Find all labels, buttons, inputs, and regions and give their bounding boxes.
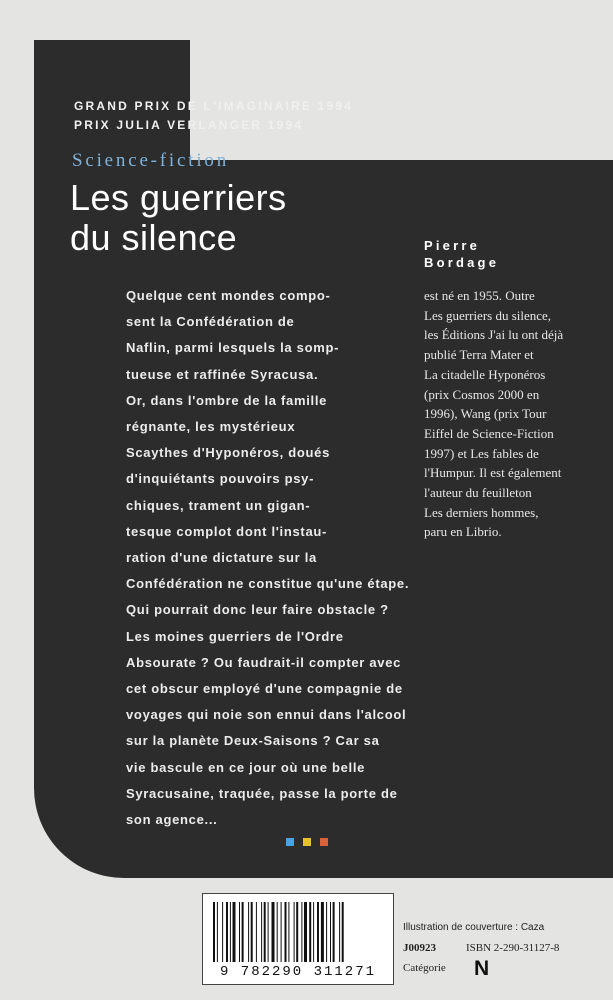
bio-line: 1997) et Les fables de [424, 445, 539, 461]
synopsis-line: régnante, les mystérieux [126, 419, 296, 434]
synopsis-line: Qui pourrait donc leur faire obstacle ? [126, 602, 389, 618]
barcode-bar [226, 902, 228, 962]
bio-line: publié Terra Mater et [424, 347, 534, 363]
barcode-bar [256, 902, 257, 962]
bio-line: l'Humpur. Il est également [424, 465, 562, 481]
category-value: N [474, 957, 490, 980]
synopsis-line: Absourate ? Ou faudrait-il compter avec [126, 654, 402, 670]
barcode-bar [251, 902, 253, 962]
barcode-bar [330, 902, 331, 962]
barcode-bar [277, 902, 278, 962]
synopsis-line: cet obscur employé d'une compagnie de [126, 681, 403, 696]
color-square-yellow [303, 838, 311, 846]
synopsis-line: Naflin, parmi lesquels la somp- [126, 340, 340, 356]
barcode-bar [321, 902, 324, 962]
barcode-bar [313, 902, 314, 962]
synopsis-line: Or, dans l'ombre de la famille [126, 392, 328, 408]
barcode-bar [233, 902, 236, 962]
barcode-bar [309, 902, 311, 962]
title-line-1: Les guerriers [70, 177, 287, 218]
genre-label: Science-fiction [72, 150, 230, 171]
barcode-bar [294, 902, 295, 962]
author-name [424, 237, 499, 271]
synopsis-line: Les moines guerriers de l'Ordre [126, 628, 344, 644]
barcode-bar [248, 902, 249, 962]
bio-line: Eiffel de Science-Fiction [424, 425, 554, 441]
title-line-2: du silence [70, 217, 238, 258]
synopsis-line: vie bascule en ce jour où une belle [126, 759, 366, 775]
synopsis-line: chiques, trament un gigan- [126, 497, 311, 513]
barcode [202, 893, 394, 985]
book-title [70, 178, 287, 258]
barcode-bar [339, 902, 340, 962]
barcode-bar [304, 902, 307, 962]
bio-line: Les guerriers du silence, [424, 307, 552, 323]
synopsis-line: sur la planète Deux-Saisons ? Car sa [126, 733, 380, 749]
author-first-name: Pierre [424, 238, 481, 253]
author-bio [424, 286, 574, 542]
bio-line: paru en Librio. [424, 524, 502, 540]
synopsis-line: sent la Confédération de [126, 314, 295, 330]
barcode-bar [281, 902, 282, 962]
barcode-bar [222, 902, 223, 962]
bio-line: 1996), Wang (prix Tour [424, 406, 547, 422]
synopsis-line: Confédération ne constitue qu'une étape. [126, 576, 410, 592]
synopsis-line: ration d'une dictature sur la [126, 550, 317, 565]
bio-line: est né en 1955. Outre [424, 288, 535, 303]
synopsis-line: d'inquiétants pouvoirs psy- [126, 471, 315, 487]
bio-line: La citadelle Hyponéros [424, 366, 546, 382]
author-last-name: Bordage [424, 255, 500, 270]
synopsis-line: Scaythes d'Hyponéros, doués [126, 445, 331, 461]
illustration-credit: Illustration de couverture : Caza [403, 922, 545, 933]
award-1: GRAND PRIX DE L'IMAGINAIRE 1994 [74, 99, 354, 113]
barcode-bar [285, 902, 287, 962]
barcode-bar [296, 902, 298, 962]
bio-line: (prix Cosmos 2000 en [424, 386, 540, 402]
synopsis-line: Syracusaine, traquée, passe la porte de [126, 785, 398, 801]
isbn: ISBN 2-290-31127-8 [466, 942, 560, 954]
barcode-bar [288, 902, 289, 962]
award-2: PRIX JULIA VERLANGER 1994 [74, 118, 304, 132]
reference-code: J00923 [403, 942, 436, 954]
barcode-bar [213, 902, 215, 962]
panel-top-cutout [190, 0, 613, 160]
color-square-red [320, 838, 328, 846]
bio-line: les Éditions J'ai lu ont déjà [424, 327, 564, 343]
category-label: Catégorie [403, 962, 446, 974]
barcode-bar [317, 902, 319, 962]
barcode-bar [242, 902, 244, 962]
barcode-bar [326, 902, 327, 962]
synopsis-line: voyages qui noie son ennui dans l'alcool [126, 707, 407, 723]
barcode-bar [272, 902, 275, 962]
synopsis-line: tueuse et raffinée Syracusa. [126, 366, 319, 382]
barcode-bar [264, 902, 266, 962]
synopsis-line: son agence... [126, 812, 218, 827]
barcode-bar [261, 902, 262, 962]
barcode-bar [342, 902, 344, 962]
barcode-bar [333, 902, 335, 962]
barcode-bar [230, 902, 231, 962]
barcode-bar [268, 902, 269, 962]
bio-line: Les derniers hommes, [424, 504, 539, 520]
barcode-bar [217, 902, 218, 962]
synopsis-line: Quelque cent mondes compo- [126, 288, 331, 303]
barcode-bars [213, 902, 383, 962]
barcode-number: 9 782290 311271 [219, 964, 377, 980]
barcode-bar [239, 902, 240, 962]
bio-line: l'auteur du feuilleton [424, 485, 532, 501]
barcode-bar [301, 902, 302, 962]
color-square-blue [286, 838, 294, 846]
synopsis-line: tesque complot dont l'instau- [126, 523, 328, 539]
